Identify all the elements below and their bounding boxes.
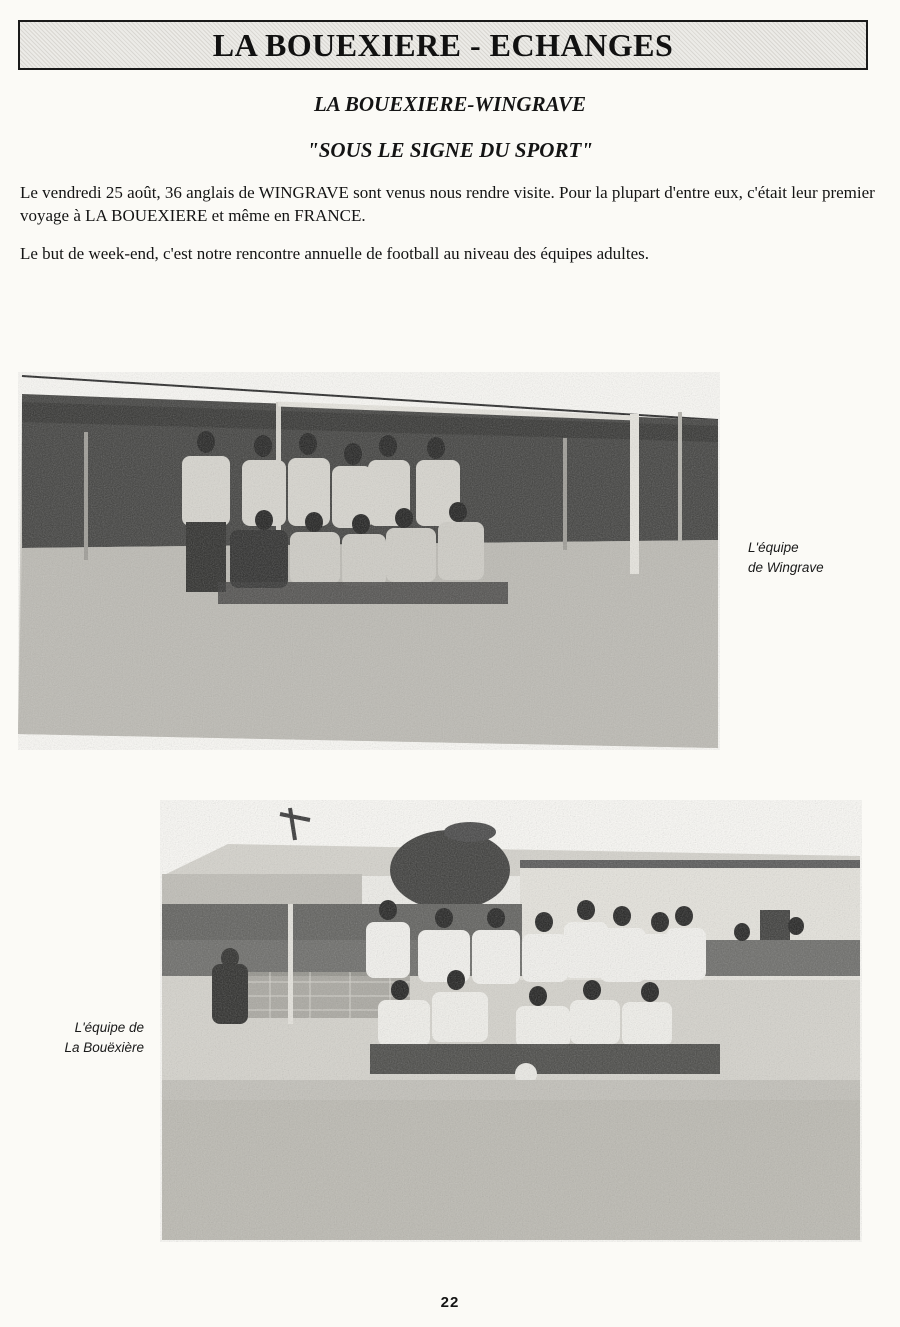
page-number: 22 bbox=[440, 1294, 460, 1311]
article-paragraph-1: Le vendredi 25 août, 36 anglais de WINGRAVE sont venus nous rendre visite. Pour la plupart d'entre eux, c'était leur premier voyage à LA BOUEXIERE et même en FRANCE. bbox=[20, 183, 875, 225]
article-subtitle: "SOUS LE SIGNE DU SPORT" bbox=[307, 138, 593, 162]
section-banner bbox=[18, 20, 868, 70]
wingrave-caption bbox=[748, 538, 824, 578]
wingrave-team-photo bbox=[18, 372, 720, 750]
article-paragraph-2: Le but de week-end, c'est notre rencontre annuelle de football au niveau des équipes adultes. bbox=[20, 244, 649, 263]
la-bouexiere-team-photo bbox=[160, 800, 862, 1242]
la-bouexiere-caption-line-2: La Bouëxière bbox=[64, 1040, 144, 1055]
la-bouexiere-caption bbox=[52, 1018, 144, 1058]
wingrave-caption-line-2: de Wingrave bbox=[748, 560, 824, 575]
section-title: LA BOUEXIERE - ECHANGES bbox=[212, 26, 674, 63]
la-bouexiere-caption-line-1: L'équipe de bbox=[74, 1020, 144, 1035]
wingrave-caption-line-1: L'équipe bbox=[748, 540, 799, 555]
article-title: LA BOUEXIERE-WINGRAVE bbox=[313, 92, 587, 116]
